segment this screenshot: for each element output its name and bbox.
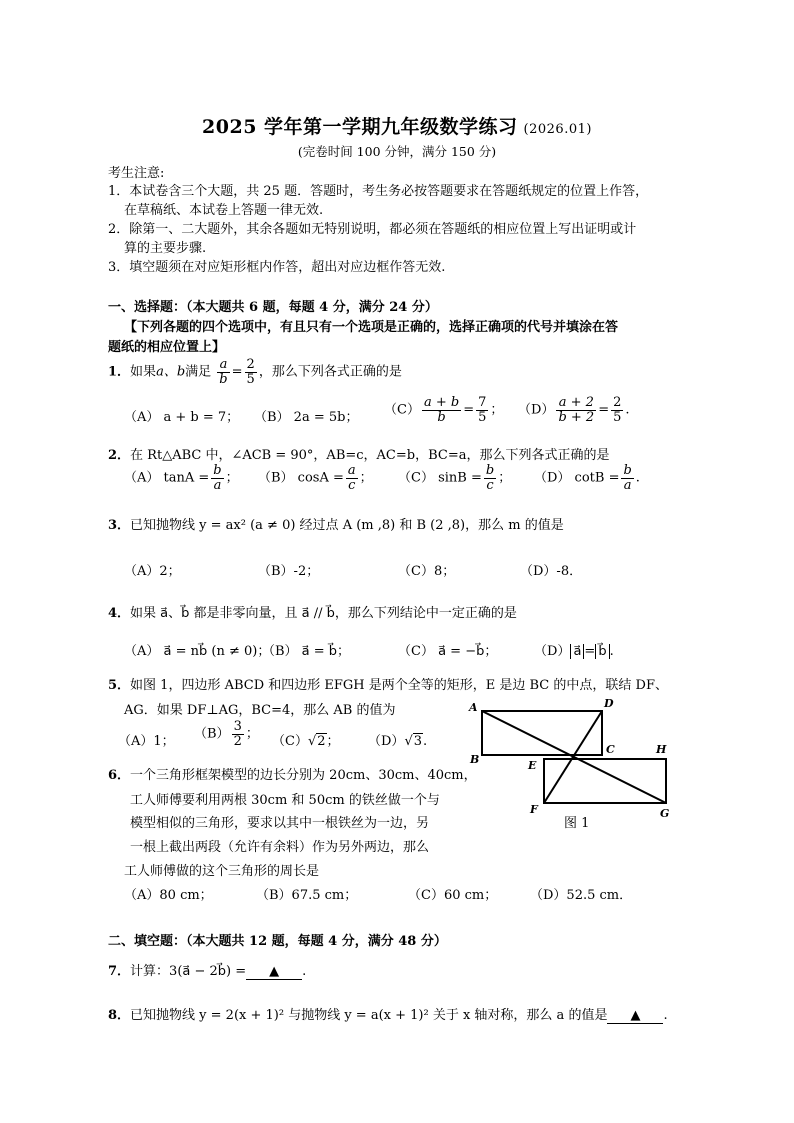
q2-option-d: （D） cotB = $\frac{b}{a}$ . [534, 463, 640, 493]
q6-line-1: 一个三角形框架模型的边长分别为 20cm、30cm、40cm， [130, 768, 477, 783]
q1-optc-label: （C） [384, 402, 420, 418]
q4-optd-abs-a: a⃗ [570, 644, 584, 659]
q1-option-d: （D） $\frac{a + 2}{b + 2}$ = $\frac{2}{5}$ . [518, 395, 630, 425]
q5-option-c: （C）√2； [272, 734, 340, 749]
q4-optd-end: . [609, 644, 614, 659]
q3-option-c: （C）8； [398, 564, 456, 579]
question-number: 8． [108, 1008, 131, 1023]
q2-optb-label: （B） cosA = [258, 470, 344, 486]
question-5 [108, 674, 668, 693]
q3-option-b: （B）-2； [258, 564, 320, 579]
question-number: 7． [108, 964, 131, 979]
q2-optb-den: c [348, 477, 356, 493]
q2-optb-num: a [347, 463, 356, 478]
q8-end: . [663, 1008, 668, 1023]
notice-item-2: 2．除第一、二大题外，其余各题如无特别说明，都必须在答题纸的相应位置上写出证明或计 [108, 222, 637, 237]
question-6 [108, 764, 477, 783]
q5-optc-label: （C） [272, 734, 308, 749]
q4-option-d [534, 640, 614, 659]
label-e: E [528, 759, 537, 772]
section1-instruction: 【下列各题的四个选项中，有且只有一个选项是正确的，选择正确项的代号并填涂在答 [124, 320, 619, 335]
q3-option-d: （D）-8． [520, 564, 583, 579]
q2-opta-den: a [213, 477, 222, 493]
q2-optd-frac [621, 464, 633, 492]
q2-opta-frac [211, 464, 223, 492]
q1-frac-den: b [219, 371, 228, 387]
q5-optd-label: （D） [368, 734, 405, 749]
question-number: 6． [108, 768, 131, 783]
question-3 [108, 514, 564, 533]
q6-option-d: （D）52.5 cm． [530, 888, 633, 903]
q3-text: 已知抛物线 y = ax² (a ≠ 0) 经过点 A (m ,8) 和 B (2 ,8)，那么 m 的值是 [130, 518, 564, 533]
q6-line-3: 模型相似的三角形，要求以其中一根铁丝为一边，另 [130, 816, 430, 831]
q4-option-c: （C） a⃗ = −b⃗； [398, 644, 498, 659]
question-number: 1． [108, 364, 131, 380]
question-number: 5． [108, 678, 131, 693]
question-number: 4． [108, 606, 131, 621]
q1-optd-label: （D） [518, 402, 555, 418]
q5-optc-sep: ； [326, 734, 340, 749]
q1-fraction [217, 358, 229, 386]
section1-heading: 一、选择题：（本大题共 6 题，每题 4 分，满分 24 分） [108, 300, 438, 315]
q1-fraction-2 [245, 358, 257, 386]
q1-text-a: 如果 [130, 364, 157, 380]
label-a: A [469, 701, 478, 714]
q5-optb-num: 3 [233, 719, 242, 734]
q4-option-a: （A） a⃗ = nb⃗ (n ≠ 0)； [124, 644, 271, 659]
q1-optc-rhs-num: 7 [478, 395, 487, 410]
figure-caption: 图 1 [564, 816, 590, 831]
q2-optb-frac [346, 464, 358, 492]
q2-optd-label: （D） cotB = [534, 470, 620, 486]
q1-optd-den: b + 2 [558, 409, 595, 425]
q1-text-c: 满足 [185, 364, 212, 380]
question-2 [108, 444, 609, 463]
notice-heading: 考生注意: [108, 166, 165, 181]
notice-item-3: 3．填空题须在对应矩形框内作答，超出对应边框作答无效. [108, 260, 446, 275]
answer-blank: ▲ [607, 1008, 663, 1024]
q1-eq: = [231, 364, 243, 380]
page-title [0, 112, 794, 139]
q1-optd-rhs [611, 396, 623, 424]
q6-line-2: 工人师傅要利用两根 30cm 和 50cm 的铁丝做一个与 [130, 793, 440, 808]
label-g: G [660, 807, 670, 820]
q1-optd-num: a + 2 [556, 396, 596, 411]
q5-optd-end: . [423, 734, 428, 749]
q1-frac-num: a [217, 358, 229, 373]
question-7 [108, 960, 306, 980]
q1-text-d: ，那么下列各式正确的是 [258, 364, 402, 380]
q1-frac2-den: 5 [246, 371, 255, 387]
section1-instruction-cont: 题纸的相应位置上】 [108, 340, 226, 355]
section2-heading: 二、填空题：（本大题共 12 题，每题 4 分，满分 48 分） [108, 934, 447, 949]
segment-df [544, 711, 602, 803]
q5-option-b [194, 720, 259, 748]
q2-opta-label: （A） tanA = [124, 470, 210, 486]
question-number: 2． [108, 448, 131, 463]
q4-option-b: （B） a⃗ = b⃗； [262, 644, 351, 659]
q8-text: 已知抛物线 y = 2(x + 1)² 与抛物线 y = a(x + 1)² 关于 x 轴对称，那么 a 的值是 [130, 1008, 608, 1023]
q2-optc-label: （C） sinB = [398, 470, 482, 486]
q2-optc-frac [484, 464, 496, 492]
q5-optb-sep: ； [245, 726, 259, 742]
q6-line-5: 工人师傅做的这个三角形的周长是 [124, 864, 320, 879]
q7-end: . [302, 964, 307, 979]
label-f: F [530, 803, 538, 816]
q5-option-a: （A）1； [118, 734, 175, 749]
notice-item-2-cont: 算的主要步骤. [124, 241, 207, 256]
q6-line-4: 一根上截出两段（允许有余料）作为另外两边，那么 [130, 840, 430, 855]
q1-optc-num: a + b [423, 395, 460, 410]
q1-vars: a、b [156, 364, 186, 380]
title-date: (2026.01) [523, 122, 592, 137]
q1-option-b: （B） 2a = 5b； [254, 410, 359, 425]
q4-text: 如果 a⃗、b⃗ 都是非零向量，且 a⃗ // b⃗，那么下列结论中一定正确的是 [130, 606, 517, 621]
label-d: D [604, 697, 614, 710]
rectangle-efgh [544, 759, 666, 803]
q5-optb-label: （B） [194, 726, 230, 742]
q2-optd-num: b [623, 463, 632, 478]
q6-option-a: （A）80 cm； [124, 888, 213, 903]
q1-optc-frac [422, 396, 461, 424]
q1-optc-rhs [476, 396, 488, 424]
q2-option-c: （C） sinB = $\frac{b}{c}$ ； [398, 463, 512, 493]
q6-option-b: （B）67.5 cm； [256, 888, 358, 903]
q3-option-a: （A）2； [124, 564, 181, 579]
q2-option-b: （B） cosA = $\frac{a}{c}$ ； [258, 463, 373, 493]
question-1 [108, 358, 402, 386]
q2-optc-num: b [485, 463, 495, 478]
q5-line-1: 如图 1，四边形 ABCD 和四边形 EFGH 是两个全等的矩形，E 是边 BC 的中点，联结 DF、 [130, 678, 668, 693]
label-h: H [656, 743, 667, 756]
q5-optb-den: 2 [233, 733, 242, 749]
q1-frac2-num: 2 [246, 357, 255, 372]
rectangle-abcd [482, 711, 602, 755]
q1-optc-den: b [437, 409, 446, 425]
q5-option-d: （D）√3. [368, 734, 428, 749]
question-number: 3． [108, 518, 131, 533]
q2-optd-den: a [623, 477, 632, 493]
q1-option-c: （C） $\frac{a + b}{b}$ = $\frac{7}{5}$ ； [384, 395, 504, 425]
q1-option-a: （A） a + b = 7； [124, 410, 240, 425]
title-text: 2025 学年第一学期九年级数学练习 [202, 116, 518, 138]
answer-blank: ▲ [246, 964, 302, 980]
notice-item-1: 1．本试卷含三个大题，共 25 题．答题时，考生务必按答题要求在答题纸规定的位置上作答， [108, 184, 649, 199]
q1-optd-frac [556, 396, 596, 424]
q1-optc-rhs-den: 5 [478, 409, 487, 425]
question-4 [108, 602, 517, 621]
q5-optd-radicand: 3 [413, 734, 423, 749]
q4-optd-label: （D） [534, 644, 571, 659]
question-8 [108, 1004, 668, 1024]
q6-option-c: （C）60 cm； [408, 888, 498, 903]
q5-line-2: AG．如果 DF⊥AG，BC=4，那么 AB 的值为 [124, 703, 396, 718]
q2-text: 在 Rt△ABC 中，∠ACB = 90°，AB=c，AC=b，BC=a，那么下列各式正确的是 [130, 448, 610, 463]
q1-optd-rhs-den: 5 [613, 409, 622, 425]
q5-optc-radicand: 2 [317, 734, 326, 749]
q4-optd-abs-b: b⃗ [595, 644, 609, 659]
label-c: C [606, 743, 615, 756]
q2-optc-den: c [486, 477, 494, 493]
q2-opta-num: b [213, 463, 222, 478]
page-subtitle: (完卷时间 100 分钟，满分 150 分) [297, 144, 497, 159]
q1-optd-rhs-num: 2 [613, 395, 622, 410]
q4-optd-eq: = [584, 644, 596, 659]
label-b: B [470, 753, 480, 766]
q7-text: 计算：3(a⃗ − 2b⃗) = [130, 964, 247, 979]
notice-item-1-cont: 在草稿纸、本试卷上答题一律无效. [124, 203, 324, 218]
q5-optb-frac [232, 720, 244, 748]
q2-option-a: （A） tanA = $\frac{b}{a}$ ； [124, 463, 239, 493]
